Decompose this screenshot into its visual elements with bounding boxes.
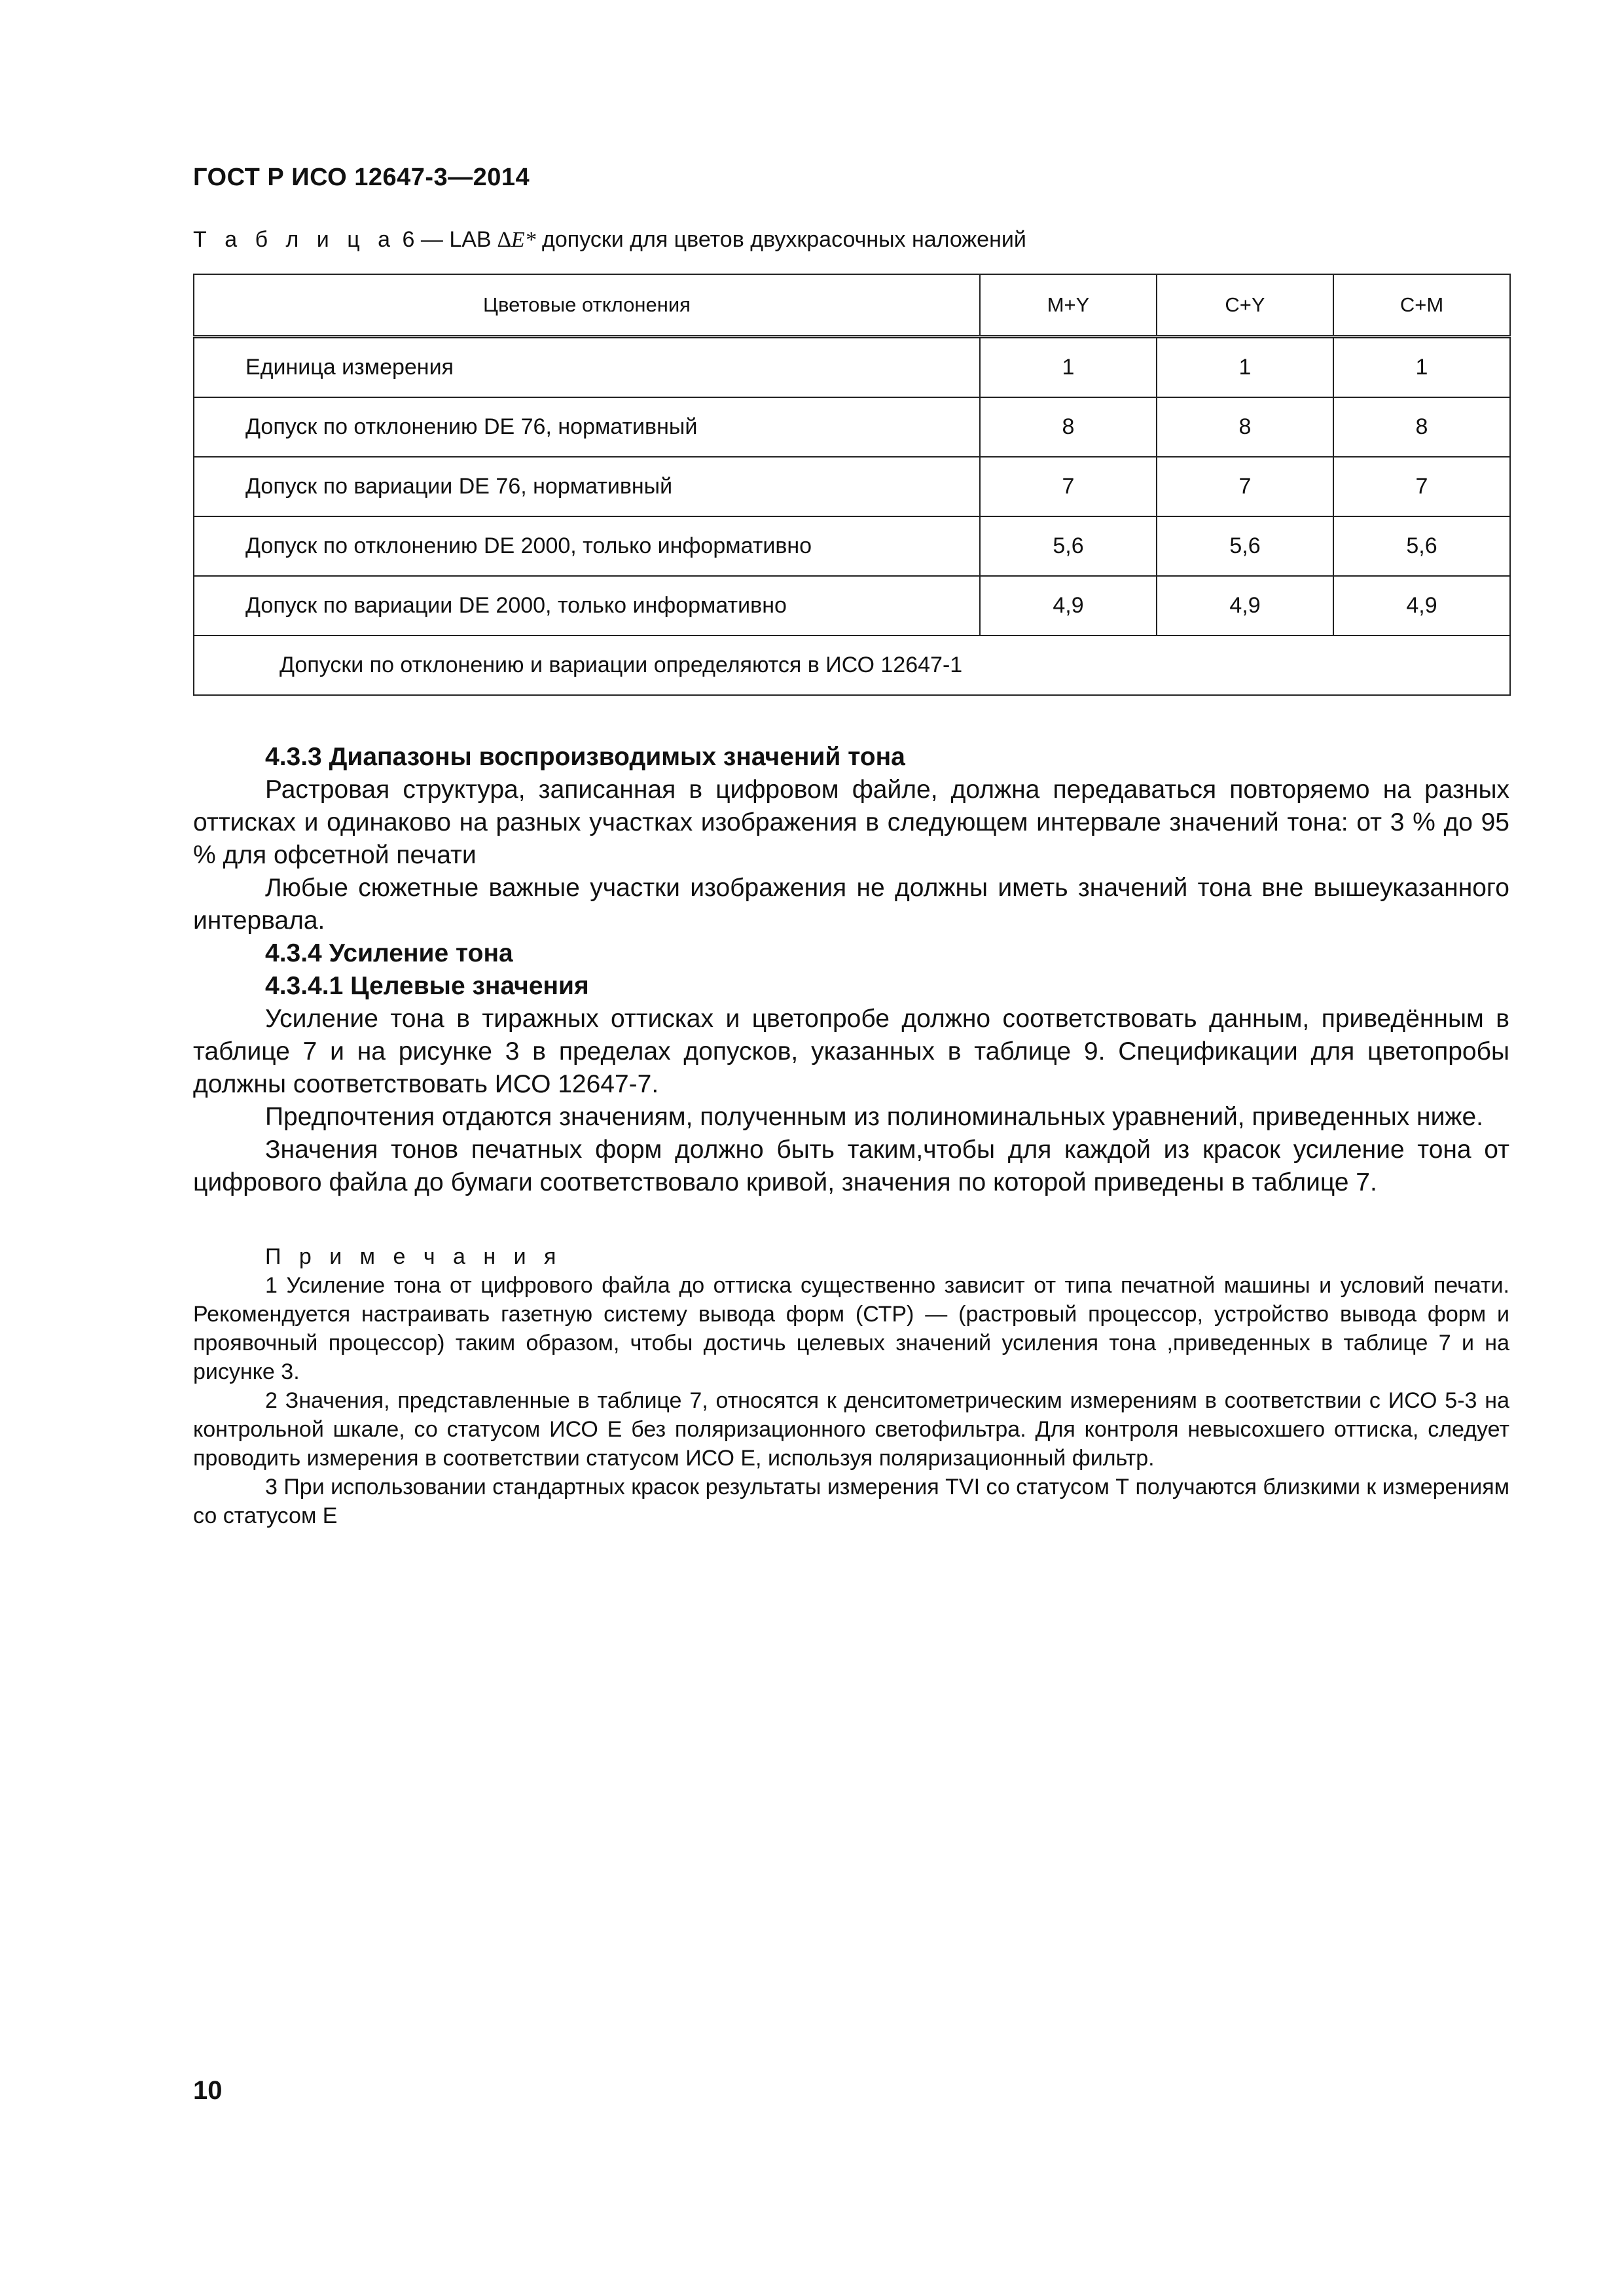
table-cell: 5,6 [1333,516,1510,576]
table-cell: 7 [980,457,1157,516]
section-heading-4-3-4: 4.3.4 Усиление тона [265,939,513,967]
paragraph: Значения тонов печатных форм должно быть таким,чтобы для каждой из красок усиление тона от цифрового файла до бумаги соответствовало кривой, значения по которой приведены в таблице 7. [193,1136,1509,1196]
row-label: Допуск по вариации DE 2000, только информативно [194,576,980,636]
row-label: Допуск по отклонению DE 76, нормативный [194,397,980,457]
table-cell: 4,9 [1157,576,1333,636]
table-cell: 1 [980,337,1157,398]
table-header-row [194,274,1510,337]
table-cell: 1 [1157,337,1333,398]
table-cell: 8 [980,397,1157,457]
table-cell: 4,9 [980,576,1157,636]
row-label: Единица измерения [194,337,980,398]
column-header: M+Y [980,274,1157,337]
table-cell: 5,6 [1157,516,1333,576]
table-footnote-row [194,636,1510,695]
note-item: 3 При использовании стандартных красок результаты измерения TVI со статусом Т получаются близкими к измерениям со статусом Е [193,1475,1509,1528]
table-cell: 5,6 [980,516,1157,576]
section-heading-4-3-3: 4.3.3 Диапазоны воспроизводимых значений тона [265,743,905,771]
table-row [194,516,1510,576]
table-cell: 1 [1333,337,1510,398]
page-number: 10 [193,2076,223,2105]
table-cell: 8 [1333,397,1510,457]
column-header: C+Y [1157,274,1333,337]
column-header: Цветовые отклонения [194,274,980,337]
table-footnote: Допуски по отклонению и вариации определяются в ИСО 12647-1 [194,636,1510,695]
table-cell: 7 [1157,457,1333,516]
table-row [194,397,1510,457]
table-caption-symbol: ∆E* [497,228,536,252]
row-label: Допуск по отклонению DE 2000, только информативно [194,516,980,576]
standard-id: ГОСТ Р ИСО 12647-3—2014 [193,164,530,191]
table-row [194,576,1510,636]
row-label: Допуск по вариации DE 76, нормативный [194,457,980,516]
table-caption-prefix: — LAB [414,227,498,252]
section-heading-4-3-4-1: 4.3.4.1 Целевые значения [265,972,589,1000]
note-item: 2 Значения, представленные в таблице 7, относятся к денситометрическим измерениям в соответствии с ИСО 5-3 на контрольной шкале, со статусом ИСО Е без поляризационного светофильтра. Для контроля невысохшего оттиска, следует проводить измерения в соответствии статусом ИСО Е, используя поляризационный фильтр. [193,1388,1509,1471]
table-caption-number: 6 [402,227,415,252]
table-caption-rest: допуски для цветов двухкрасочных наложений [535,227,1026,252]
table-cell: 8 [1157,397,1333,457]
paragraph: Усиление тона в тиражных оттисках и цветопробе должно соответствовать данным, приведённым в таблице 7 и на рисунке 3 в пределах допусков, указанных в таблице 9. Спецификации для цветопробы должны соответствовать ИСО 12647-7. [193,1005,1509,1098]
notes-title: П р и м е ч а н и я [265,1244,562,1269]
paragraph: Растровая структура, записанная в цифровом файле, должна передаваться повторяемо на разных оттисках и одинаково на разных участках изображения в следующем интервале значений тона: от 3 % до 95 % для офсетной печати [193,776,1509,869]
paragraph: Любые сюжетные важные участки изображения не должны иметь значений тона вне вышеуказанного интервала. [193,874,1509,935]
table-cell: 7 [1333,457,1510,516]
table-row [194,457,1510,516]
notes-block [193,1242,1509,1530]
paragraph: Предпочтения отдаются значениям, полученным из полиноминальных уравнений, приведенных ниже. [265,1103,1483,1131]
column-header: C+M [1333,274,1510,337]
table-row [194,337,1510,398]
table-cell: 4,9 [1333,576,1510,636]
note-item: 1 Усиление тона от цифрового файла до оттиска существенно зависит от типа печатной машины и условий печати. Рекомендуется настраивать газетную систему вывода форм (СТР) — (растровый процессор, устройство вывода форм и проявочный процессор) таким образом, чтобы достичь целевых значений усиления тона ,приведенных в таблице 7 и на рисунке 3. [193,1273,1509,1384]
table-caption-word: Т а б л и ц а [193,227,397,252]
tolerance-table [193,274,1511,696]
section-text [193,741,1509,1199]
table-caption [193,227,1026,253]
